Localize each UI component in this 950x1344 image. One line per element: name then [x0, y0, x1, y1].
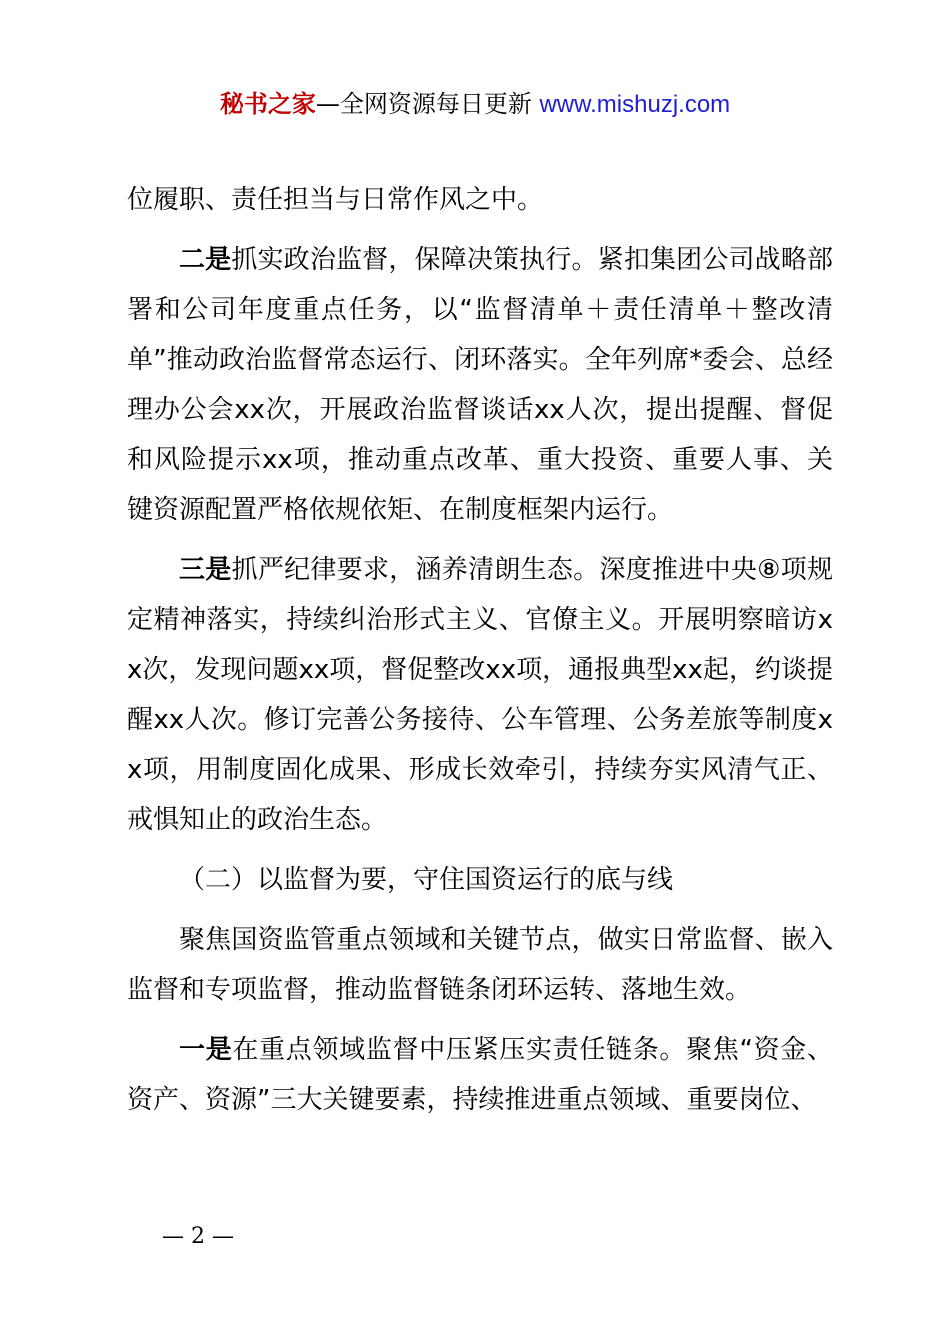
- paragraph-section-intro: [127, 915, 833, 1015]
- paragraph-key-areas: [127, 1025, 833, 1125]
- document-body: [127, 175, 833, 1125]
- paragraph-text: 聚焦国资监管重点领域和关键节点，做实日常监督、嵌入监督和专项监督，推动监督链条闭环运转、落地生效。: [127, 925, 833, 1005]
- page-number: — 2 —: [162, 1224, 234, 1249]
- paragraph-discipline: [127, 545, 833, 845]
- brand-name: 秘书之家: [219, 90, 316, 118]
- heading-text: （二）以监督为要，守住国资运行的底与线: [179, 865, 674, 895]
- paragraph-continuation: [127, 175, 833, 225]
- paragraph-lead: 三是: [179, 555, 232, 585]
- paragraph-lead: 二是: [179, 245, 232, 275]
- website-link[interactable]: www.mishuzj.com: [539, 91, 731, 118]
- section-heading: [127, 855, 833, 905]
- paragraph-lead: 一是: [179, 1035, 233, 1065]
- header-tagline: —全网资源每日更新: [315, 90, 532, 118]
- paragraph-political-supervision: [127, 235, 833, 535]
- paragraph-text: 在重点领域监督中压紧压实责任链条。聚焦“资金、资产、资源”三大关键要素，持续推进重点领域、重要岗位、: [127, 1035, 833, 1115]
- paragraph-text: 抓实政治监督，保障决策执行。紧扣集团公司战略部署和公司年度重点任务，以“监督清单＋责任清单＋整改清单”推动政治监督常态运行、闭环落实。全年列席*委会、总经理办公会xx次，开展政治监督谈话xx人次，提出提醒、督促和风险提示xx项，推动重点改革、重大投资、重要人事、关键资源配置严格依规依矩、在制度框架内运行。: [127, 245, 833, 525]
- paragraph-text: 抓严纪律要求，涵养清朗生态。深度推进中央⑧项规定精神落实，持续纠治形式主义、官僚主义。开展明察暗访xx次，发现问题xx项，督促整改xx项，通报典型xx起，约谈提醒xx人次。修订完善公务接待、公车管理、公务差旅等制度xx项，用制度固化成果、形成长效牵引，持续夯实风清气正、戒惧知止的政治生态。: [127, 555, 833, 835]
- paragraph-text: 位履职、责任担当与日常作风之中。: [127, 185, 544, 215]
- site-header: [0, 86, 950, 123]
